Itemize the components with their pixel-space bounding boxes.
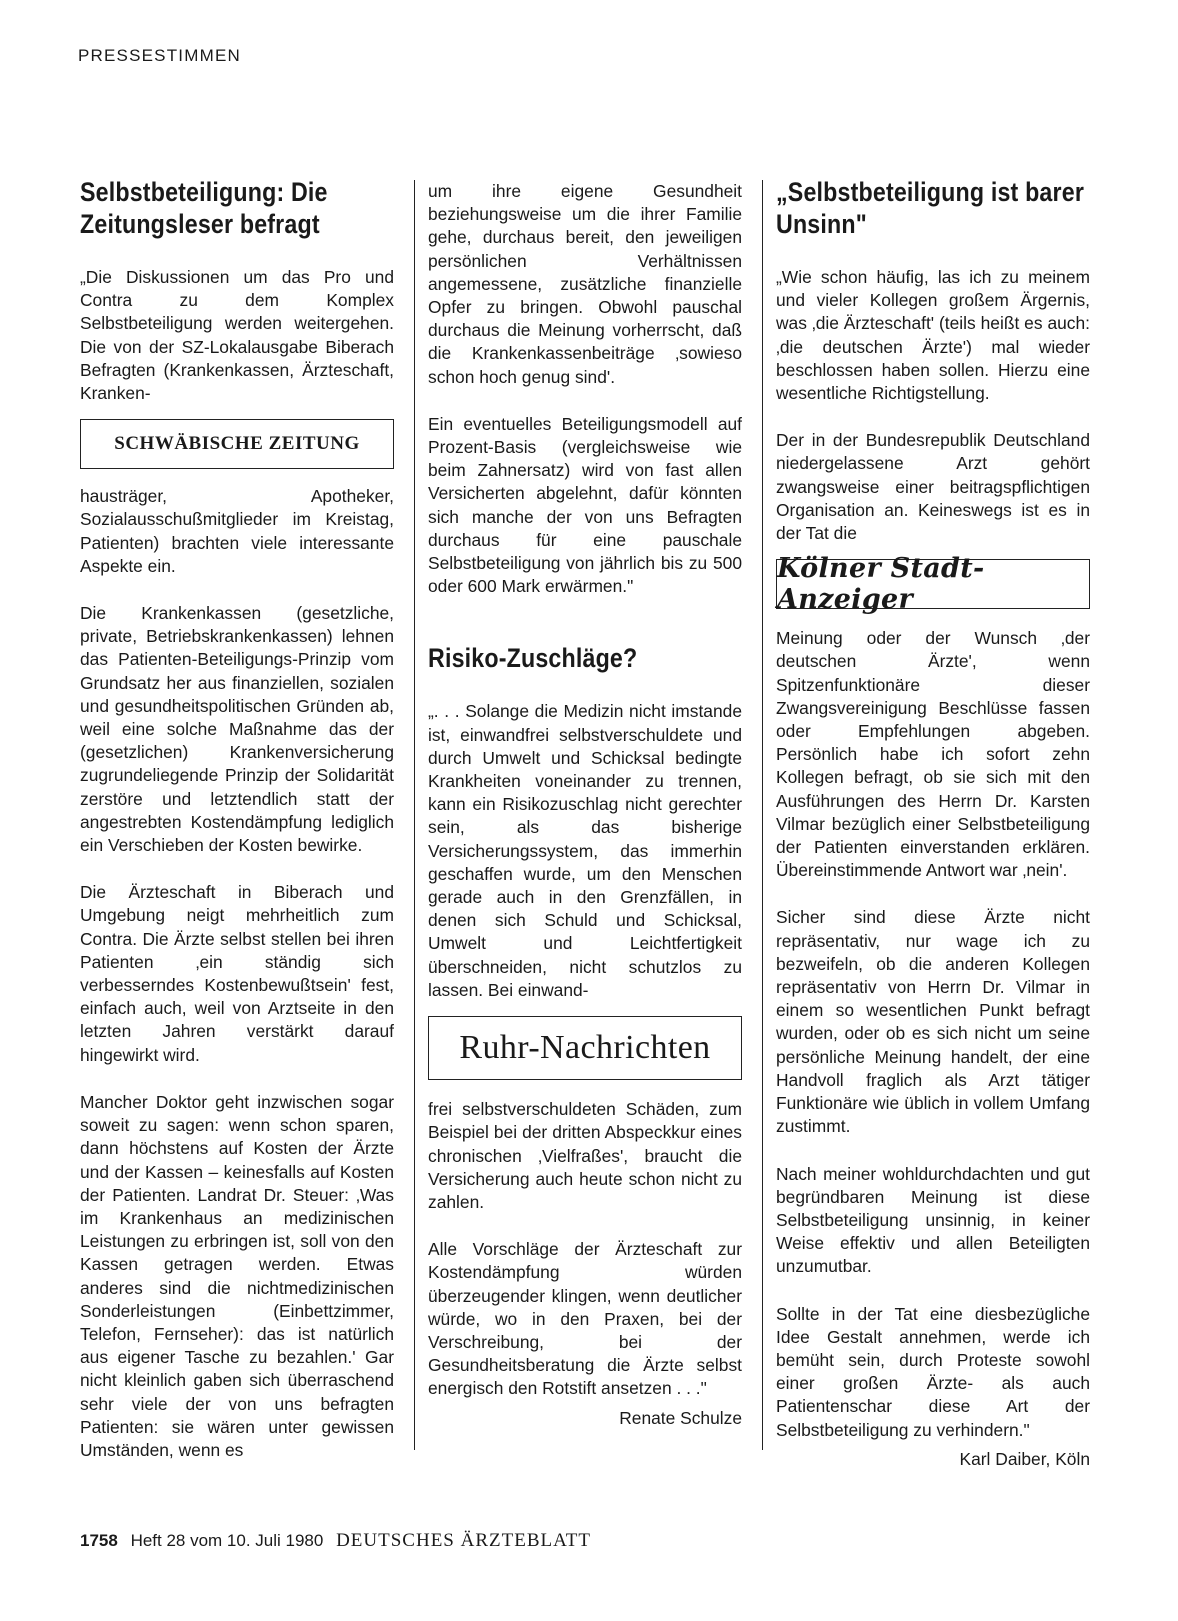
author-signature: Renate Schulze <box>619 1407 742 1428</box>
masthead-label: SCHWÄBISCHE ZEITUNG <box>114 433 360 455</box>
newspaper-masthead <box>428 1016 742 1080</box>
masthead-label: Kölner Stadt-Anzeiger <box>777 553 985 616</box>
publication-name: DEUTSCHES ÄRZTEBLATT <box>336 1530 591 1551</box>
article-paragraph: Die Ärzteschaft in Biberach und Umgebung neigt mehrheitlich zum Contra. Die Ärzte selbst stellen bei ihren Patienten ‚ein ständig sich verbesserndes Kostenbewußtsein' fest, einfach auch, weil von Arztseite in den letzten Jahren verstärkt darauf hingewirkt wird. <box>80 882 394 1065</box>
page-number: 1758 <box>80 1531 118 1550</box>
page-footer <box>80 1530 591 1552</box>
article-paragraph: „. . . Solange die Medizin nicht imstande ist, einwandfrei selbstverschuldete und durch Umwelt und Schicksal bedingte Krankheiten voneinander zu trennen, kann ein Risikozuschlag nicht gerechter sein, als das bisherige Versicherungssystem, das immerhin geschaffen wurde, um den Menschen gerade auch in den Grenzfällen, in denen sich Schuld und Schicksal, Umwelt und Leichtfertigkeit überschneiden, nicht schutzlos zu lassen. Bei einwand- <box>428 701 742 1000</box>
article-paragraph: Die Krankenkassen (gesetzliche, private, Betriebskrankenkassen) lehnen das Patienten-Beteiligungs-Prinzip vom Grundsatz her aus finanziellen, sozialen und gesundheitspolitischen Gründen ab, weil eine solche Maßnahme das der (gesetzlichen) Krankenversicherung zugrundeliegende Prinzip der Solidarität zerstöre und letztendlich statt der angestrebten Kostendämpfung lediglich ein Verschieben der Kosten bewirke. <box>80 603 394 856</box>
column-1 <box>80 176 394 1486</box>
article-paragraph: Der in der Bundesrepublik Deutschland niedergelassene Arzt gehört zwangsweise einer beitragspflichtigen Organisation an. Keineswegs ist es in der Tat die <box>776 430 1090 544</box>
article-headline: Selbstbeteiligung: Die Zeitungsleser befragt <box>80 177 328 239</box>
article-paragraph: „Wie schon häufig, las ich zu meinem und vieler Kollegen großem Ärgernis, was ‚die Ärzteschaft' (teils heißt es auch: ‚die deutschen Ärzte') mal wieder beschlossen haben sollen. Hierzu eine wesentliche Richtigstellung. <box>776 267 1090 404</box>
article-paragraph: um ihre eigene Gesundheit beziehungsweise um die ihrer Familie gehe, durchaus bereit, den jeweiligen persönlichen Verhältnissen angemessene, zusätzliche finanzielle Opfer zu bringen. Obwohl pauschal durchaus die Meinung vorherrscht, daß die Krankenkassenbeiträge ‚sowieso schon hoch genug sind'. <box>428 181 742 387</box>
article-paragraph: „Die Diskussionen um das Pro und Contra zu dem Komplex Selbstbeteiligung werden weitergehen. Die von der SZ-Lokalausgabe Biberach Befragten (Krankenkassen, Ärzteschaft, Kranken- <box>80 267 394 404</box>
article-paragraph: Meinung oder der Wunsch ‚der deutschen Ärzte', wenn Spitzenfunktionäre dieser Zwangsvereinigung Beschlüsse fassen oder Empfehlungen abgeben. Persönlich habe ich sofort zehn Kollegen befragt, ob sie sich mit den Ausführungen des Herrn Dr. Karsten Vilmar bezüglich einer Selbstbeteiligung der Patienten einverstanden erklären. Übereinstimmende Antwort war ‚nein'. <box>776 628 1090 881</box>
section-label: PRESSESTIMMEN <box>78 46 241 65</box>
article-headline: Risiko-Zuschläge? <box>428 643 638 674</box>
article-paragraph: frei selbstverschuldeten Schäden, zum Beispiel bei der dritten Abspeckkur eines chronischen ‚Vielfraßes', braucht die Versicherung auch heute schon nicht zu zahlen. <box>428 1099 742 1212</box>
article-paragraph: Alle Vorschläge der Ärzteschaft zur Kostendämpfung würden überzeugender klingen, wenn deutlicher würde, wo in den Praxen, bei der Verschreibung, bei der Gesundheitsberatung die Ärzte selbst energisch den Rotstift ansetzen . . ." <box>428 1239 742 1399</box>
newspaper-masthead <box>80 419 394 469</box>
masthead-label: Ruhr-Nachrichten <box>459 1029 711 1067</box>
article-paragraph: hausträger, Apotheker, Sozialausschußmitglieder im Kreistag, Patienten) brachten viele interessante Aspekte ein. <box>80 486 394 576</box>
column-3 <box>776 176 1090 1471</box>
article-paragraph: Mancher Doktor geht inzwischen sogar soweit zu sagen: wenn schon sparen, dann höchstens auf Kosten der Ärzte und der Kassen – keinesfalls auf Kosten der Patienten. Landrat Dr. Steuer: ‚Was im Krankenhaus an medizinischen Leistungen zu erbringen ist, soll von den Kassen getragen werden. Etwas anderes sind die nichtmedizinischen Sonderleistungen (Einbettzimmer, Telefon, Fernseher): das ist natürlich aus eigener Tasche zu bezahlen.' Gar nicht kleinlich gaben sich überraschend sehr viele der von uns befragten Patienten: sie wären unter gewissen Umständen, wenn es <box>80 1091 394 1460</box>
article-paragraph: Nach meiner wohldurchdachten und gut begründbaren Meinung ist diese Selbstbeteiligung unsinnig, in keiner Weise effektiv und allen Beteiligten unzumutbar. <box>776 1163 1090 1277</box>
issue-info: Heft 28 vom 10. Juli 1980 <box>130 1531 324 1550</box>
article-paragraph: Sollte in der Tat eine diesbezügliche Idee Gestalt annehmen, werde ich bemüht sein, durch Proteste sowohl einer großen Ärzte- als auch Patientenschar diese Art der Selbstbeteiligung zu verhindern." <box>776 1303 1090 1440</box>
article-paragraph: Sicher sind diese Ärzte nicht repräsentativ, nur wage ich zu bezweifeln, ob die anderen Kollegen repräsentativ von Herrn Dr. Vilmar in einem so wesentlichen Punkt befragt wurden, oder ob es sich nicht um seine persönliche Meinung handelt, der eine Handvoll fraglich als Arzt tätiger Funktionäre wie üblich in vollem Umfang zustimmt. <box>776 907 1090 1137</box>
column-2 <box>428 180 742 1430</box>
article-headline: „Selbstbeteiligung ist barer Unsinn" <box>776 177 1085 239</box>
newspaper-masthead <box>776 553 1090 616</box>
column-divider <box>762 180 763 1450</box>
article-paragraph: Ein eventuelles Beteiligungsmodell auf Prozent-Basis (vergleichsweise wie beim Zahnersatz) wird von fast allen Versicherten abgelehnt, dafür könnten sich manche der von uns Befragten durchaus für eine pauschale Selbstbeteiligung von jährlich bis zu 500 oder 600 Mark erwärmen." <box>428 413 742 597</box>
column-divider <box>414 180 415 1450</box>
author-signature: Karl Daiber, Köln <box>959 1448 1090 1469</box>
